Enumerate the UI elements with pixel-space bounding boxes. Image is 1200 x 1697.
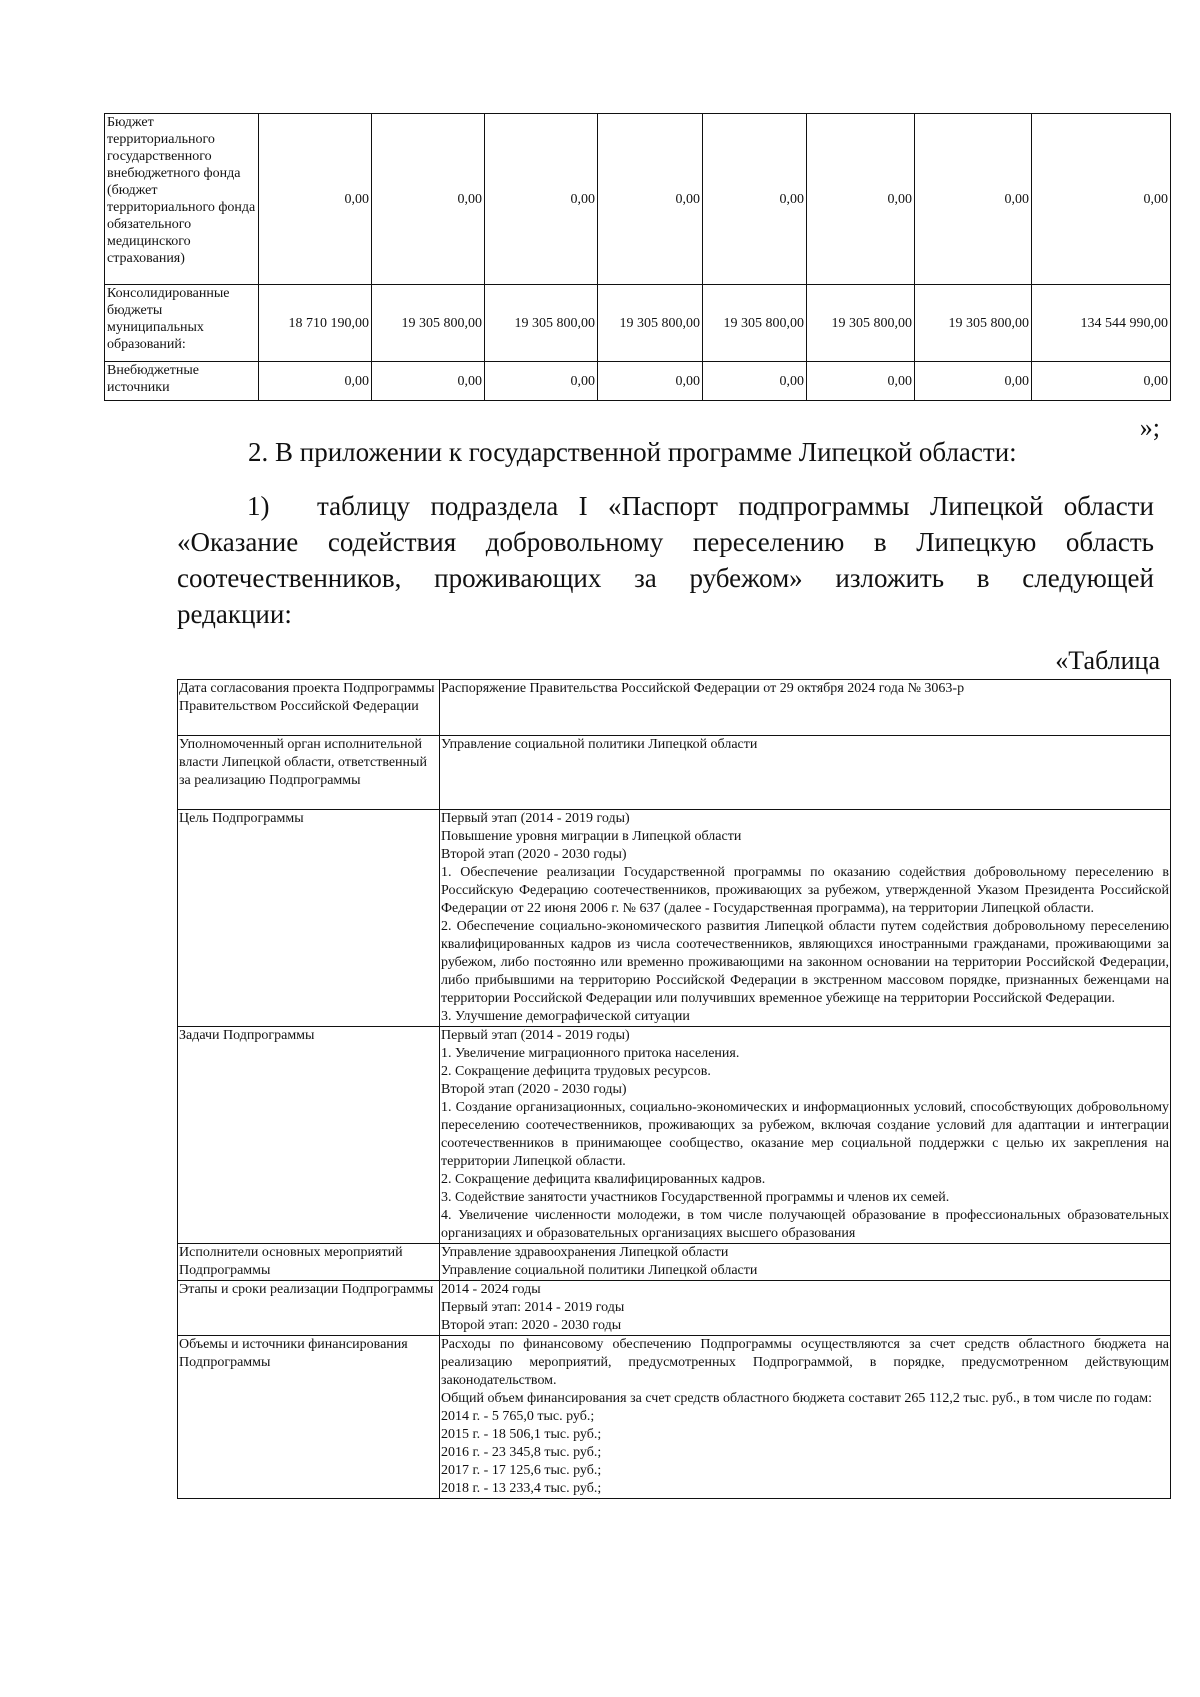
value-line: 1. Создание организационных, социально-экономических и информационных условий, способствующих добровольному переселению соотечественников, проживающих за рубежом, включая создание условий для адаптации и интеграции соотечественников в принимающее сообщество, оказание мер социальной поддержки с целью их закрепления на территории Липецкой области. [441, 1100, 1169, 1169]
budget-cell: 134 544 990,00 [1032, 285, 1171, 362]
passport-row-value [440, 1336, 1171, 1499]
passport-row-goal [178, 810, 1171, 1027]
budget-cell: 0,00 [703, 114, 807, 285]
budget-cell: 19 305 800,00 [485, 285, 598, 362]
table-caption: «Таблица [1055, 646, 1160, 675]
passport-row-value [440, 1244, 1171, 1281]
value-line: Управление здравоохранения Липецкой области [441, 1245, 729, 1260]
value-line: 2. Обеспечение социально-экономического развития Липецкой области путем содействия добровольному переселению квалифицированных кадров из числа соотечественников, являющихся иностранными гражданами, проживающими за рубежом, либо постоянно или временно проживающими на законном основании на территории Российской Федерации, либо прибывшими на территорию Российской Федерации в экстренном массовом порядке, признанных беженцами на территории Российской Федерации или получивших временное убежище на территории Российской Федерации. [441, 919, 1169, 1006]
passport-row-stages [178, 1281, 1171, 1336]
value-line: Второй этап: 2020 - 2030 годы [441, 1318, 622, 1333]
passport-row-label: Этапы и сроки реализации Подпрограммы [178, 1281, 440, 1336]
passport-row-label: Задачи Подпрограммы [178, 1027, 440, 1244]
passport-row-value [440, 1281, 1171, 1336]
budget-cell: 0,00 [372, 362, 485, 401]
budget-cell: 19 305 800,00 [598, 285, 703, 362]
budget-row-tfoms [105, 114, 1171, 285]
passport-row-label: Цель Подпрограммы [178, 810, 440, 1027]
paragraph-number: 1) [247, 491, 270, 521]
value-line: Управление социальной политики Липецкой области [441, 1263, 758, 1278]
budget-cell: 0,00 [259, 362, 372, 401]
value-line: Повышение уровня миграции в Липецкой области [441, 829, 742, 844]
passport-row-value [440, 810, 1171, 1027]
passport-row-value [440, 680, 1171, 736]
budget-table [104, 113, 1171, 401]
value-line: Второй этап (2020 - 2030 годы) [441, 1082, 627, 1097]
budget-cell: 0,00 [372, 114, 485, 285]
value-line: 2015 г. - 18 506,1 тыс. руб.; [441, 1427, 602, 1442]
budget-cell: 0,00 [598, 362, 703, 401]
value-line: Первый этап (2014 - 2019 годы) [441, 1028, 630, 1043]
passport-row-value [440, 1027, 1171, 1244]
budget-cell: 0,00 [485, 362, 598, 401]
value-line: 2018 г. - 13 233,4 тыс. руб.; [441, 1481, 602, 1496]
passport-row-label: Дата согласования проекта Подпрограммы Правительством Российской Федерации [178, 680, 440, 736]
budget-cell: 0,00 [1032, 114, 1171, 285]
paragraph-line-1 [177, 488, 1154, 524]
budget-cell: 0,00 [915, 114, 1032, 285]
budget-cell: 19 305 800,00 [915, 285, 1032, 362]
passport-row-approval-date [178, 680, 1171, 736]
passport-row-label: Объемы и источники финансирования Подпрограммы [178, 1336, 440, 1499]
budget-cell: 19 305 800,00 [703, 285, 807, 362]
paragraph-line-2: «Оказание содействия добровольному переселению в Липецкую область [177, 527, 1154, 557]
budget-row-label: Бюджет территориального государственного внебюджетного фонда (бюджет территориального фонда обязательного медицинского страхования) [105, 114, 259, 285]
value-line: 2. Сокращение дефицита квалифицированных кадров. [441, 1172, 766, 1187]
budget-row-municipal [105, 285, 1171, 362]
budget-cell: 0,00 [915, 362, 1032, 401]
value-line: Общий объем финансирования за счет средств областного бюджета составит 265 112,2 тыс. руб., в том числе по годам: [441, 1391, 1152, 1406]
paragraph-first-line: таблицу подраздела I «Паспорт подпрограммы Липецкой области [317, 491, 1154, 521]
budget-row-label: Внебюджетные источники [105, 362, 259, 401]
value-line: Первый этап (2014 - 2019 годы) [441, 811, 630, 826]
budget-cell: 0,00 [807, 362, 915, 401]
budget-row-label: Консолидированные бюджеты муниципальных образований: [105, 285, 259, 362]
passport-row-label: Уполномоченный орган исполнительной власти Липецкой области, ответственный за реализацию Подпрограммы [178, 736, 440, 810]
budget-cell: 0,00 [807, 114, 915, 285]
budget-cell: 0,00 [485, 114, 598, 285]
budget-cell: 18 710 190,00 [259, 285, 372, 362]
value-line: 4. Увеличение численности молодежи, в том числе получающей образование в профессиональных образовательных организациях и образовательных организациях высшего образования [441, 1208, 1169, 1241]
value-line: 1. Обеспечение реализации Государственной программы по оказанию содействия добровольному переселению в Российскую Федерацию соотечественников, проживающих за рубежом, утвержденной Указом Президента Российской Федерации от 22 июня 2006 г. № 637 (далее - Государственная программа), на территории Липецкой области. [441, 865, 1169, 916]
budget-cell: 0,00 [598, 114, 703, 285]
value-line: Первый этап: 2014 - 2019 годы [441, 1300, 625, 1315]
passport-row-authority [178, 736, 1171, 810]
budget-cell: 0,00 [703, 362, 807, 401]
section-heading: 2. В приложении к государственной программе Липецкой области: [248, 437, 1017, 467]
passport-row-tasks [178, 1027, 1171, 1244]
paragraph-line-4: редакции: [177, 599, 292, 629]
value-line: Управление социальной политики Липецкой области [441, 737, 758, 752]
value-line: Второй этап (2020 - 2030 годы) [441, 847, 627, 862]
value-line: 2014 - 2024 годы [441, 1282, 541, 1297]
amendment-paragraph [177, 488, 1154, 632]
value-line: 2017 г. - 17 125,6 тыс. руб.; [441, 1463, 602, 1478]
budget-cell: 19 305 800,00 [372, 285, 485, 362]
paragraph-line-3: соотечественников, проживающих за рубежом» изложить в следующей [177, 563, 1154, 593]
closing-quote: »; [1139, 413, 1160, 442]
value-line: 2014 г. - 5 765,0 тыс. руб.; [441, 1409, 595, 1424]
passport-table [177, 679, 1171, 1499]
passport-row-financing [178, 1336, 1171, 1499]
budget-cell: 0,00 [1032, 362, 1171, 401]
value-line: 3. Содействие занятости участников Государственной программы и членов их семей. [441, 1190, 950, 1205]
budget-cell: 0,00 [259, 114, 372, 285]
value-line: 1. Увеличение миграционного притока населения. [441, 1046, 740, 1061]
budget-cell: 19 305 800,00 [807, 285, 915, 362]
budget-row-extrabudgetary [105, 362, 1171, 401]
passport-row-value [440, 736, 1171, 810]
passport-row-executors [178, 1244, 1171, 1281]
value-line: Расходы по финансовому обеспечению Подпрограммы осуществляются за счет средств областного бюджета на реализацию мероприятий, предусмотренных Подпрограммой, в порядке, предусмотренном действующим законодательством. [441, 1337, 1169, 1388]
value-line: 3. Улучшение демографической ситуации [441, 1009, 690, 1024]
passport-row-label: Исполнители основных мероприятий Подпрограммы [178, 1244, 440, 1281]
value-line: 2. Сокращение дефицита трудовых ресурсов. [441, 1064, 711, 1079]
value-line: 2016 г. - 23 345,8 тыс. руб.; [441, 1445, 602, 1460]
value-line: Распоряжение Правительства Российской Федерации от 29 октября 2024 года № 3063-р [441, 681, 965, 696]
